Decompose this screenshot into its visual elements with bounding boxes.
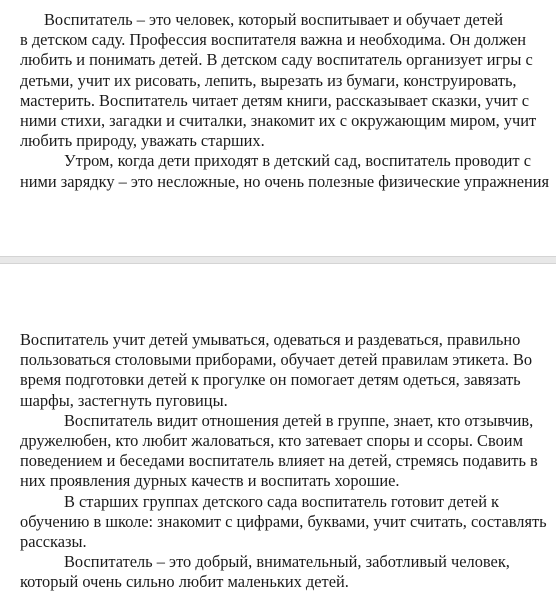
text-line: любить природу, уважать старших. <box>20 131 265 151</box>
document-page-bottom <box>0 264 556 592</box>
document-page-top <box>0 0 556 256</box>
text-line: Утром, когда дети приходят в детский сад, воспитатель проводит с <box>64 151 531 171</box>
text-line: Воспитатель видит отношения детей в группе, знает, кто отзывчив, <box>64 410 534 430</box>
text-line: рассказы. <box>20 532 87 552</box>
text-line: время подготовки детей к прогулке он помогает детям одеться, завязать <box>20 370 521 390</box>
text-line: в детском саду. Профессия воспитателя важна и необходима. Он должен <box>20 30 527 50</box>
text-block-top <box>20 10 549 192</box>
text-line: обучению в школе: знакомит с цифрами, буквами, учит считать, составлять <box>20 511 547 531</box>
text-line: них проявления дурных качеств и воспитать хорошие. <box>20 471 400 491</box>
text-line: детьми, учит их рисовать, лепить, вырезать из бумаги, конструировать, <box>20 70 517 90</box>
text-line: В старших группах детского сада воспитатель готовит детей к <box>64 491 500 511</box>
text-line: дружелюбен, кто любит жаловаться, кто затевает споры и ссоры. Своим <box>20 431 523 451</box>
text-line: мастерить. Воспитатель читает детям книги, рассказывает сказки, учит с <box>20 90 530 110</box>
page-break-divider <box>0 256 556 264</box>
text-line: Воспитатель – это человек, который воспитывает и обучает детей <box>44 10 504 29</box>
text-line: Воспитатель – это добрый, внимательный, заботливый человек, <box>64 552 510 572</box>
text-line: шарфы, застегнуть пуговицы. <box>20 390 228 410</box>
text-line: пользоваться столовыми приборами, обучает детей правилам этикета. Во <box>20 350 533 370</box>
text-line: который очень сильно любит маленьких детей. <box>20 572 349 592</box>
text-line: Воспитатель учит детей умываться, одеваться и раздеваться, правильно <box>20 330 521 349</box>
text-line: ними стихи, загадки и считалки, знакомит их с окружающим миром, учит <box>20 111 537 131</box>
text-line: любить и понимать детей. В детском саду воспитатель организует игры с <box>20 50 533 70</box>
text-block-bottom <box>20 330 547 592</box>
text-line: поведением и беседами воспитатель влияет на детей, стремясь подавить в <box>20 451 538 471</box>
text-line: ними зарядку – это несложные, но очень полезные физические упражнения <box>20 171 550 191</box>
